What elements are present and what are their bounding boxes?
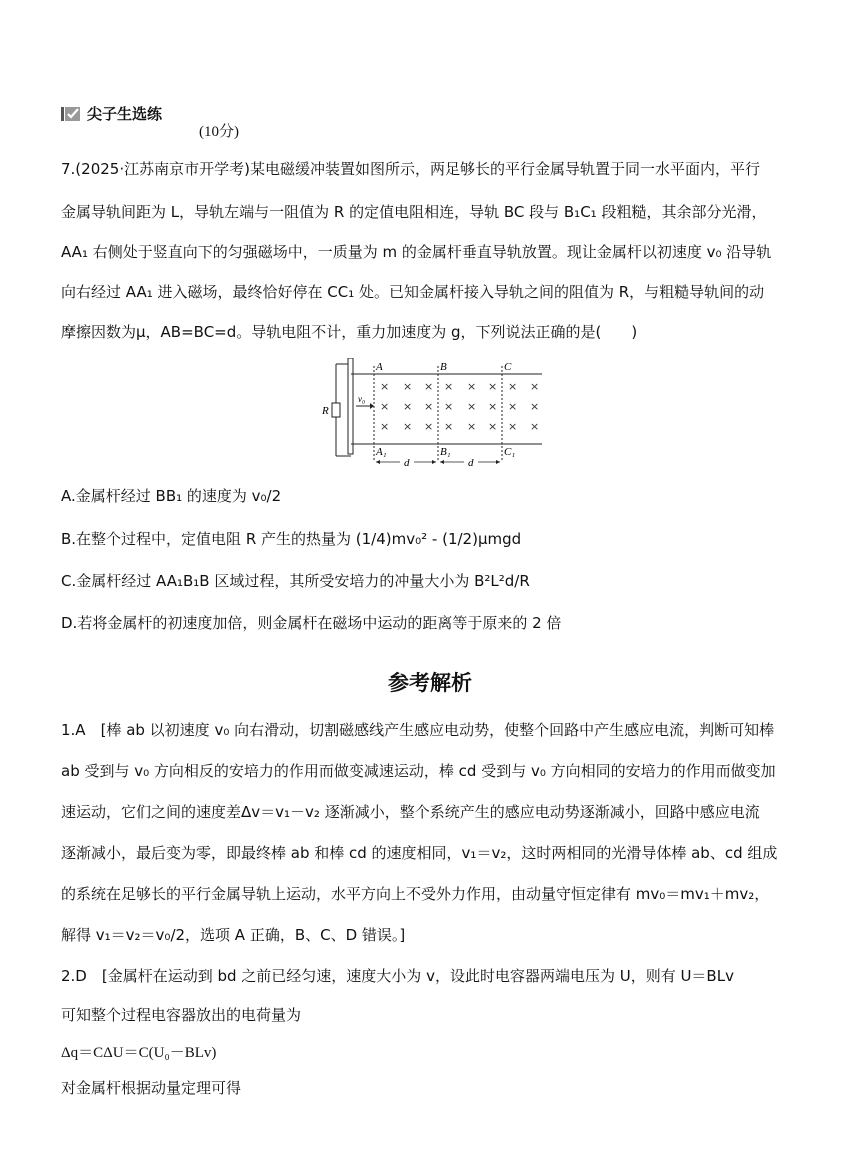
- answer-1-line: 解得 v₁＝v₂＝v₀/2，选项 A 正确，B、C、D 错误。]: [61, 926, 406, 944]
- answer-1-line: 逐渐减小，最后变为零，即最终棒 ab 和棒 cd 的速度相同，v₁＝v₂，这时两相同的光滑导体棒 ab、cd 组成: [61, 844, 778, 862]
- question-line: AA₁ 右侧处于竖直向下的匀强磁场中，一质量为 m 的金属杆垂直导轨放置。现让金属杆以初速度 v₀ 沿导轨: [61, 243, 772, 261]
- answer-2-line: Δq＝CΔU＝C(U₀－BLv): [61, 1045, 217, 1061]
- option-d: D.若将金属杆的初速度加倍，则金属杆在磁场中运动的距离等于原来的 2 倍: [61, 614, 562, 632]
- field-cross: ×: [488, 380, 498, 393]
- field-cross: ×: [444, 400, 454, 413]
- section-header: [61, 103, 162, 124]
- question-line: 金属导轨间距为 L，导轨左端与一阻值为 R 的定值电阻相连，导轨 BC 段与 B₁C₁ 段粗糙，其余部分光滑，: [61, 203, 767, 221]
- field-cross: ×: [488, 400, 498, 413]
- field-cross: ×: [380, 420, 390, 433]
- field-cross: ×: [488, 420, 498, 433]
- metal-rod: [348, 358, 353, 454]
- field-cross: ×: [467, 420, 477, 433]
- answer-1-line: 1.A [棒 ab 以初速度 v₀ 向右滑动，切割磁感线产生感应电动势，使整个回路中产生感应电流，判断可知棒: [61, 721, 775, 739]
- field-cross: ×: [530, 400, 540, 413]
- option-a: A.金属杆经过 BB₁ 的速度为 v₀/2: [61, 487, 282, 505]
- section-title: 尖子生选练: [87, 105, 163, 123]
- magnetic-field: [380, 380, 539, 433]
- dimension-d1: [376, 457, 436, 466]
- svg-text:d: d: [404, 457, 410, 466]
- dimension-d2: [440, 457, 500, 466]
- question-line: 摩擦因数为μ，AB=BC=d。导轨电阻不计，重力加速度为 g，下列说法正确的是( ): [61, 323, 638, 341]
- section-score: (10分): [199, 124, 239, 140]
- field-cross: ×: [444, 380, 454, 393]
- field-cross: ×: [467, 380, 477, 393]
- label-A1: A₁: [376, 446, 387, 458]
- svg-text:d: d: [468, 457, 474, 466]
- field-cross: ×: [508, 380, 518, 393]
- field-cross: ×: [508, 420, 518, 433]
- field-cross: ×: [530, 420, 540, 433]
- checklist-icon: [61, 106, 81, 122]
- label-A: A: [376, 361, 383, 373]
- field-cross: ×: [508, 400, 518, 413]
- label-B1: B₁: [440, 446, 451, 458]
- resistor-circuit: [321, 364, 351, 456]
- field-cross: ×: [403, 380, 413, 393]
- answer-1-line: 的系统在足够长的平行金属导轨上运动，水平方向上不受外力作用，由动量守恒定律有 mv₀＝mv₁＋mv₂，: [61, 885, 770, 903]
- field-cross: ×: [403, 420, 413, 433]
- answer-1-line: ab 受到与 v₀ 方向相反的安培力的作用而做变减速运动，棒 cd 受到与 v₀ 方向相同的安培力的作用而做变加: [61, 762, 776, 780]
- field-cross: ×: [424, 420, 434, 433]
- label-R: R: [322, 405, 329, 417]
- option-c: C.金属杆经过 AA₁B₁B 区域过程，其所受安培力的冲量大小为 B²L²d/R: [61, 572, 530, 590]
- field-cross: ×: [444, 420, 454, 433]
- option-b: B.在整个过程中，定值电阻 R 产生的热量为 (1/4)mv₀² - (1/2)μmgd: [61, 530, 522, 548]
- field-cross: ×: [424, 380, 434, 393]
- label-v0: v₀: [358, 394, 366, 404]
- answer-1-line: 速运动，它们之间的速度差Δv＝v₁－v₂ 逐渐减小，整个系统产生的感应电动势逐渐减小，回路中感应电流: [61, 803, 760, 821]
- answer-2-line: 可知整个过程电容器放出的电荷量为: [61, 1006, 302, 1024]
- label-C1: C₁: [504, 446, 516, 458]
- field-cross: ×: [424, 400, 434, 413]
- label-B: B: [440, 361, 447, 373]
- question-line: 7.(2025·江苏南京市开学考)某电磁缓冲装置如图所示，两足够长的平行金属导轨置于同一水平面内，平行: [61, 160, 760, 178]
- field-cross: ×: [403, 400, 413, 413]
- rail-diagram: [318, 358, 548, 466]
- field-cross: ×: [467, 400, 477, 413]
- field-cross: ×: [530, 380, 540, 393]
- answer-2-line: 2.D [金属杆在运动到 bd 之前已经匀速，速度大小为 v，设此时电容器两端电压为 U，则有 U＝BLv: [61, 967, 734, 985]
- question-line: 向右经过 AA₁ 进入磁场，最终恰好停在 CC₁ 处。已知金属杆接入导轨之间的阻值为 R，与粗糙导轨间的动: [61, 283, 765, 301]
- label-C: C: [504, 361, 512, 373]
- answer-2-line: 对金属杆根据动量定理可得: [61, 1079, 242, 1097]
- field-cross: ×: [380, 400, 390, 413]
- field-cross: ×: [380, 380, 390, 393]
- answers-title: 参考解析: [388, 671, 472, 695]
